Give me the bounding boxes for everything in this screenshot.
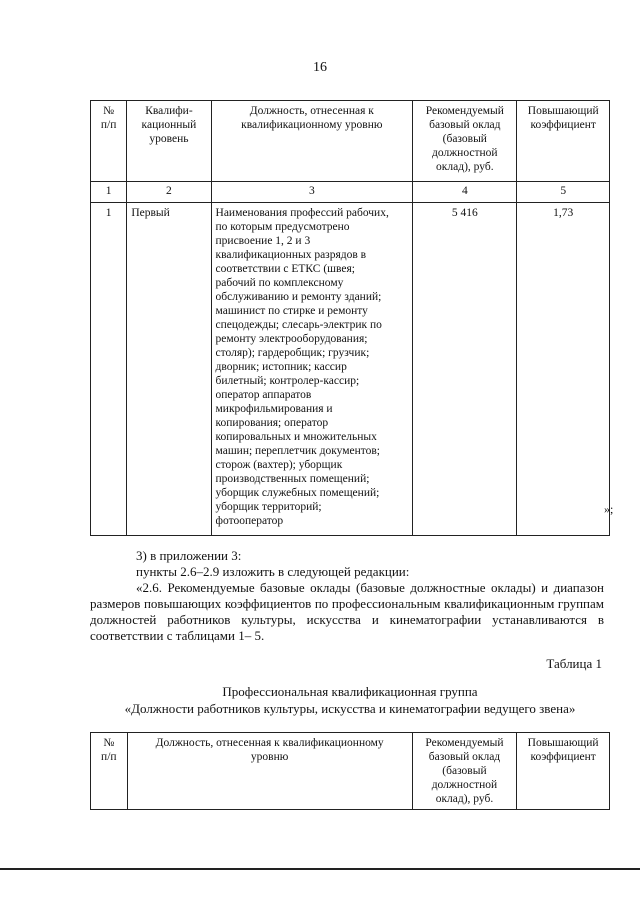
amendment-paragraph: «2.6. Рекомендуемые базовые оклады (базовые должностные оклады) и диапазон размеров повышающих коэффициентов по профессиональным квалификационным группам должностей работников культуры, искусства и кинематографии устанавливаются в соответствии с таблицами 1– 5. <box>90 580 604 643</box>
header-coefficient: Повышающий коэффициент <box>517 733 610 810</box>
table-label: Таблица 1 <box>546 656 602 671</box>
header-number: № п/п <box>91 733 128 810</box>
row-number: 1 <box>91 203 127 536</box>
qualification-table <box>90 100 610 536</box>
row-salary: 5 416 <box>413 203 517 536</box>
header-number: № п/п <box>91 101 127 182</box>
table-header-row <box>91 733 610 810</box>
header-position: Должность, отнесенная к квалификационному уровню <box>211 101 413 182</box>
row-coefficient: 1,73 <box>517 203 610 536</box>
col-number-4: 4 <box>413 182 517 203</box>
row-positions: Наименования профессий рабочих, по которым предусмотрено присвоение 1, 2 и 3 квалификационных разрядов в соответствии с ЕТКС (швея; рабочий по комплексному обслуживанию и ремонту зданий; машинист по стирке и ремонту спецодежды; слесарь-электрик по ремонту электрооборудования; столяр); гардеробщик; грузчик; дворник; истопник; кассир билетный; контролер-кассир; оператор аппаратов микрофильмирования и копирования; оператор копировальных и множительных машин; переплетчик документов; сторож (вахтер); уборщик производственных помещений; уборщик служебных помещений; уборщик территорий; фотооператор <box>211 203 413 536</box>
group-title-line-1: Профессиональная квалификационная группа <box>222 684 478 699</box>
col-number-1: 1 <box>91 182 127 203</box>
col-number-2: 2 <box>127 182 211 203</box>
amendment-instruction: пункты 2.6–2.9 изложить в следующей редакции: <box>136 564 410 579</box>
page-number: 16 <box>313 60 327 75</box>
table-header-row <box>91 101 610 182</box>
leading-tier-table <box>90 732 610 810</box>
closing-quote-mark: »; <box>604 502 614 516</box>
group-title-line-2: «Должности работников культуры, искусства и кинематографии ведущего звена» <box>124 701 576 716</box>
header-level: Квалифи- кационный уровень <box>127 101 211 182</box>
col-number-3: 3 <box>211 182 413 203</box>
table-row <box>91 203 610 536</box>
header-coefficient: Повышающий коэффициент <box>517 101 610 182</box>
header-salary: Рекомендуемый базовый оклад (базовый должностной оклад), руб. <box>413 101 517 182</box>
page-bottom-rule <box>0 868 640 870</box>
column-numbers-row <box>91 182 610 203</box>
group-title <box>90 683 610 717</box>
header-salary: Рекомендуемый базовый оклад (базовый должностной оклад), руб. <box>412 733 517 810</box>
header-position: Должность, отнесенная к квалификационному уровню <box>127 733 412 810</box>
amendment-line: 3) в приложении 3: <box>136 548 242 563</box>
row-level: Первый <box>127 203 211 536</box>
col-number-5: 5 <box>517 182 610 203</box>
